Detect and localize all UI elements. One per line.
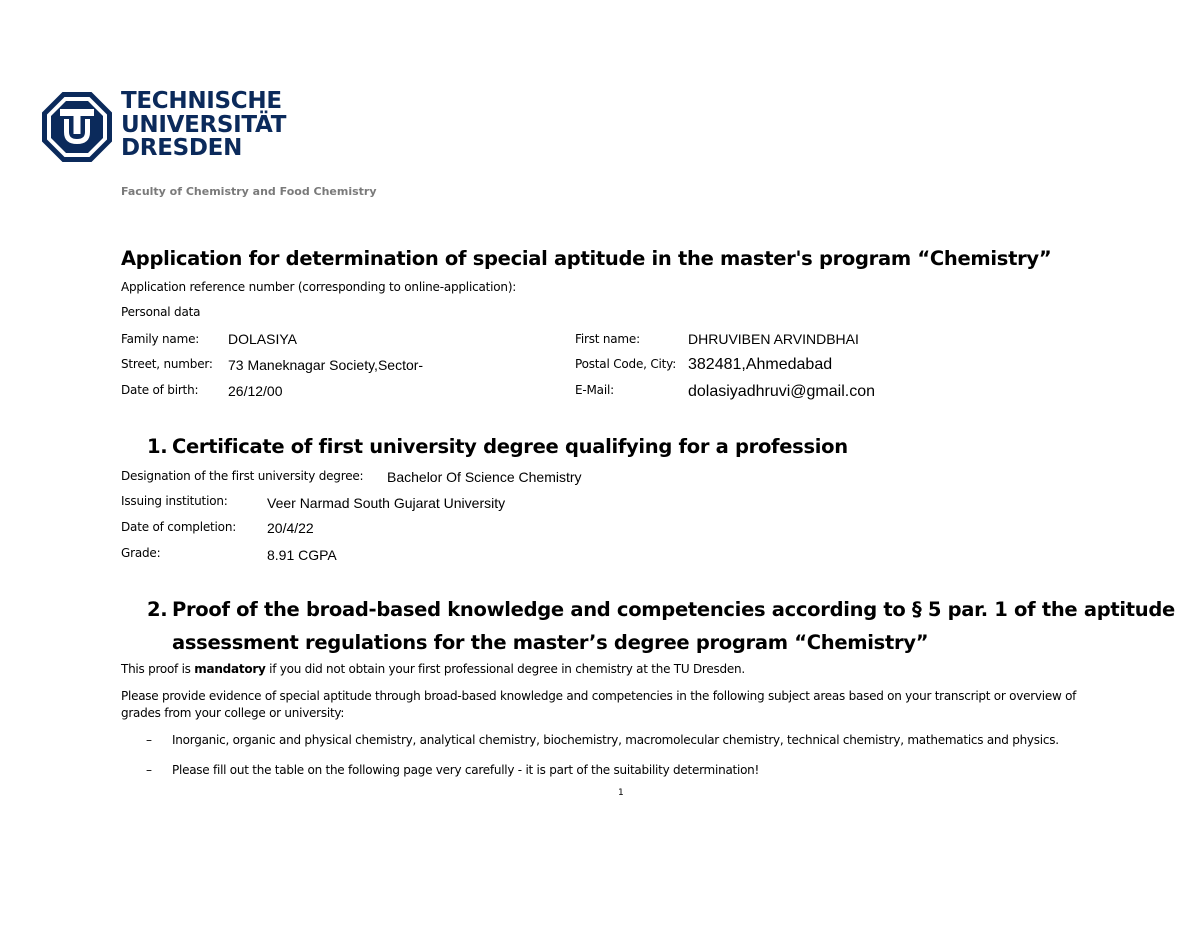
logo-line: DRESDEN bbox=[121, 135, 243, 161]
evidence-line-1: Please provide evidence of special aptitude through broad-based knowledge and competencies in the following subject areas based on your transcript or overview of bbox=[121, 689, 1077, 703]
completion-value: 20/4/22 bbox=[267, 520, 314, 536]
email-label: E-Mail: bbox=[575, 383, 614, 397]
section-2-title-line1: Proof of the broad-based knowledge and competencies according to § 5 par. 1 of the aptitude bbox=[172, 598, 1175, 621]
bullet-item: Please fill out the table on the following page very carefully - it is part of the suitability determination! bbox=[172, 763, 760, 777]
faculty-name: Faculty of Chemistry and Food Chemistry bbox=[121, 185, 377, 198]
bullet-dash: – bbox=[146, 733, 152, 747]
mandatory-pre: This proof is bbox=[121, 662, 191, 676]
section-2-number: 2. bbox=[147, 598, 168, 621]
section-2-title-line2: assessment regulations for the master’s degree program “Chemistry” bbox=[172, 631, 929, 654]
street-value: 73 Maneknagar Society,Sector- bbox=[228, 357, 424, 373]
reference-label: Application reference number (corresponding to online-application): bbox=[121, 280, 517, 294]
email-value: dolasiyadhruvi@gmail.con bbox=[688, 383, 875, 400]
bullet-item: Inorganic, organic and physical chemistry, analytical chemistry, biochemistry, macromolecular chemistry, technical chemistry, mathematics and physics. bbox=[172, 733, 1059, 747]
institution-label: Issuing institution: bbox=[121, 494, 228, 508]
dob-label: Date of birth: bbox=[121, 383, 199, 397]
personal-data-heading: Personal data bbox=[121, 305, 201, 319]
tu-dresden-logo-icon bbox=[42, 92, 112, 162]
logo-wordmark bbox=[121, 90, 286, 161]
mandatory-post: if you did not obtain your first professional degree in chemistry at the TU Dresden. bbox=[269, 662, 745, 676]
mandatory-bold: mandatory bbox=[194, 662, 266, 676]
postal-value: 382481,Ahmedabad bbox=[688, 356, 833, 373]
logo-line: TECHNISCHE bbox=[121, 88, 282, 114]
first-name-label: First name: bbox=[575, 332, 640, 346]
evidence-line-2: grades from your college or university: bbox=[121, 706, 345, 720]
grade-value: 8.91 CGPA bbox=[267, 547, 337, 563]
section-1-title: Certificate of first university degree qualifying for a profession bbox=[172, 435, 848, 458]
family-name-label: Family name: bbox=[121, 332, 200, 346]
postal-label: Postal Code, City: bbox=[575, 357, 677, 371]
mandatory-note bbox=[121, 662, 745, 676]
institution-value: Veer Narmad South Gujarat University bbox=[267, 495, 506, 511]
grade-label: Grade: bbox=[121, 546, 161, 560]
logo-line: UNIVERSITÄT bbox=[121, 111, 287, 138]
bullet-dash: – bbox=[146, 763, 152, 777]
street-label: Street, number: bbox=[121, 357, 213, 371]
first-name-value: DHRUVIBEN ARVINDBHAI bbox=[688, 331, 859, 347]
completion-label: Date of completion: bbox=[121, 520, 237, 534]
page-number: 1 bbox=[618, 788, 624, 798]
designation-value: Bachelor Of Science Chemistry bbox=[387, 469, 582, 485]
page-title: Application for determination of special aptitude in the master's program “Chemistry” bbox=[121, 247, 1052, 270]
dob-value: 26/12/00 bbox=[228, 383, 283, 399]
family-name-value: DOLASIYA bbox=[228, 331, 297, 347]
section-1-number: 1. bbox=[147, 435, 168, 458]
designation-label: Designation of the first university degree: bbox=[121, 469, 364, 483]
